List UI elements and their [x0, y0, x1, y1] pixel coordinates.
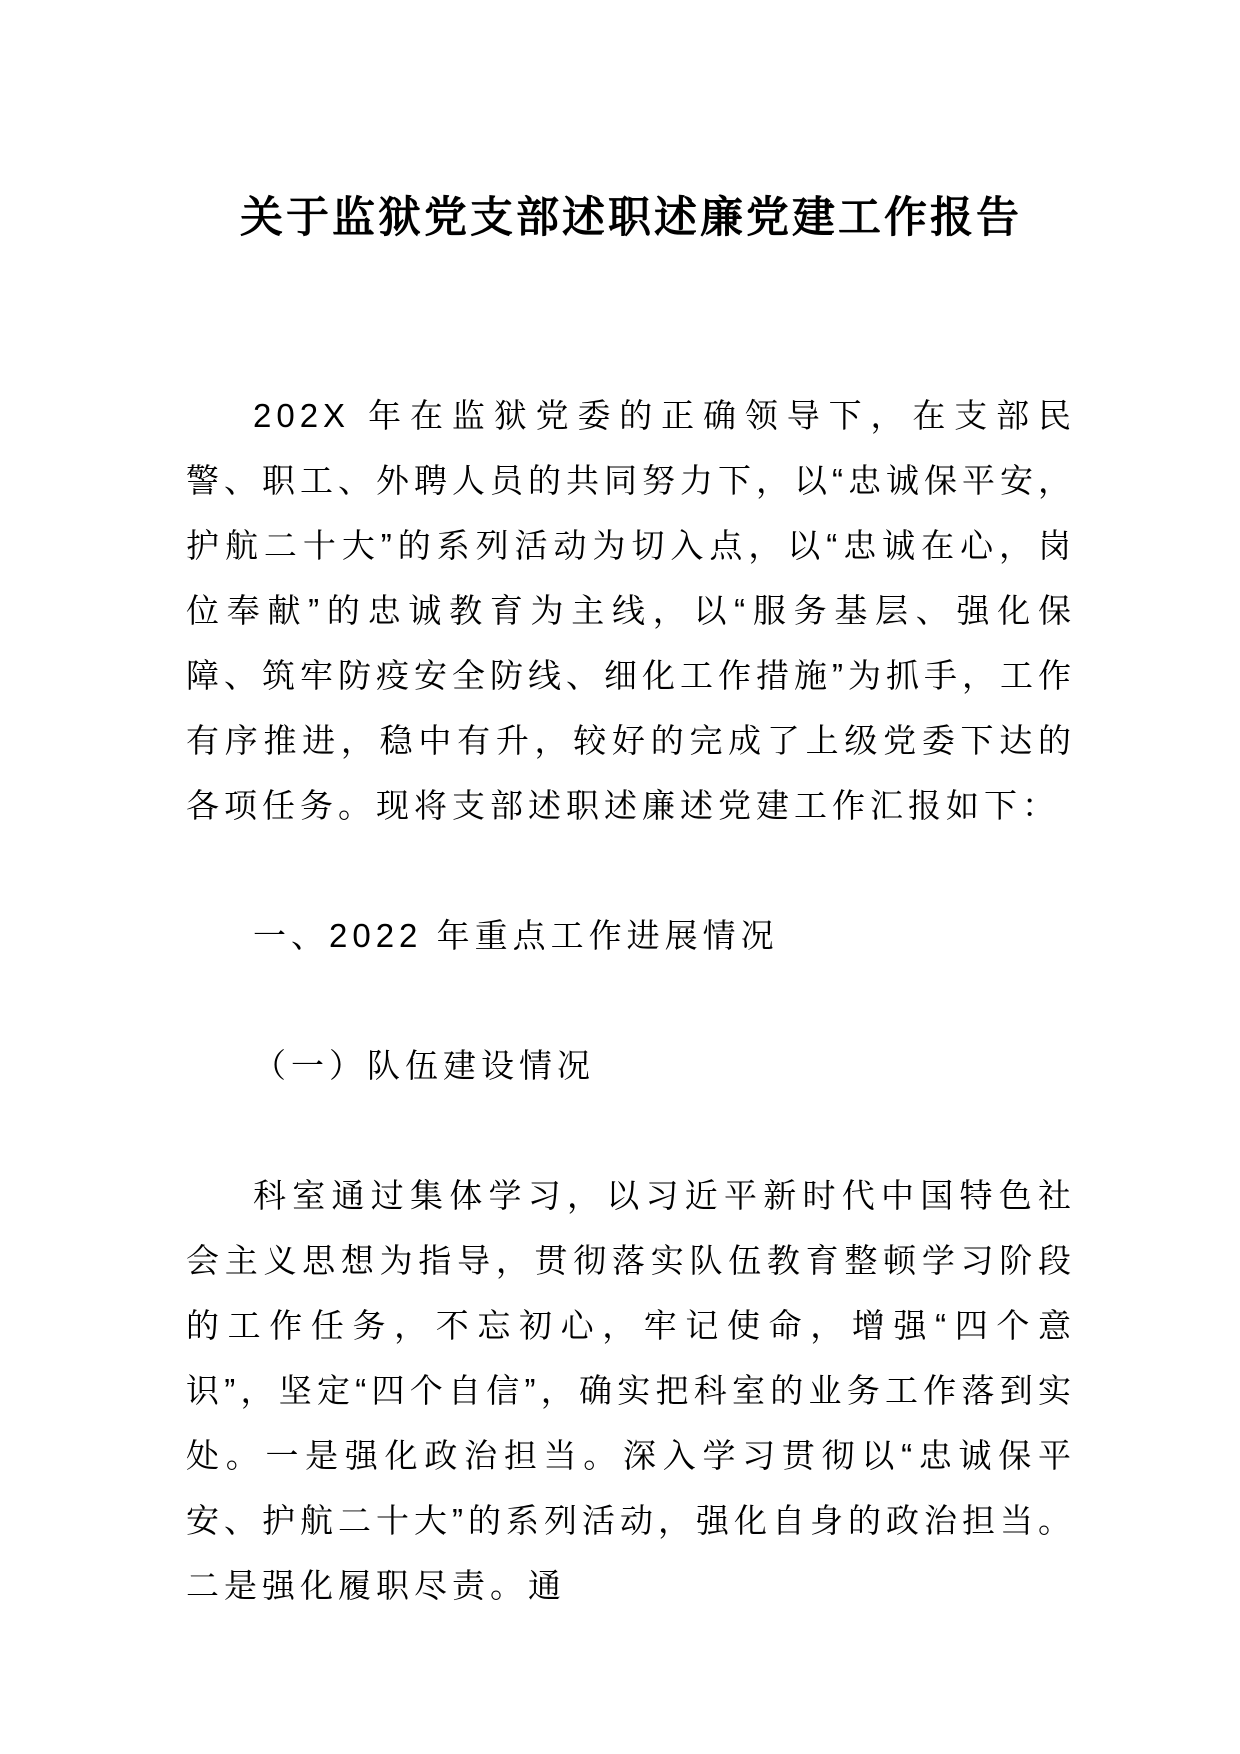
section-heading-2022-progress: 一、2022 年重点工作进展情况: [253, 917, 779, 954]
subsection-heading-team-building: （一）队伍建设情况: [253, 1047, 595, 1084]
paragraph-intro: 202X 年在监狱党委的正确领导下，在支部民警、职工、外聘人员的共同努力下，以“忠诚保平安，护航二十大”的系列活动为切入点，以“忠诚在心，岗位奉献”的忠诚教育为主线，以“服务基层、强化保障、筑牢防疫安全防线、细化工作措施”为抓手，工作有序推进，稳中有升，较好的完成了上级党委下达的各项任务。现将支部述职述廉述党建工作汇报如下：: [186, 397, 1076, 824]
paragraph-team-building: 科室通过集体学习，以习近平新时代中国特色社会主义思想为指导，贯彻落实队伍教育整顿学习阶段的工作任务，不忘初心，牢记使命，增强“四个意识”，坚定“四个自信”，确实把科室的业务工作落到实处。一是强化政治担当。深入学习贯彻以“忠诚保平安、护航二十大”的系列活动，强化自身的政治担当。二是强化履职尽责。通: [186, 1177, 1076, 1604]
document-title: 关于监狱党支部述职述廉党建工作报告: [240, 194, 1022, 242]
